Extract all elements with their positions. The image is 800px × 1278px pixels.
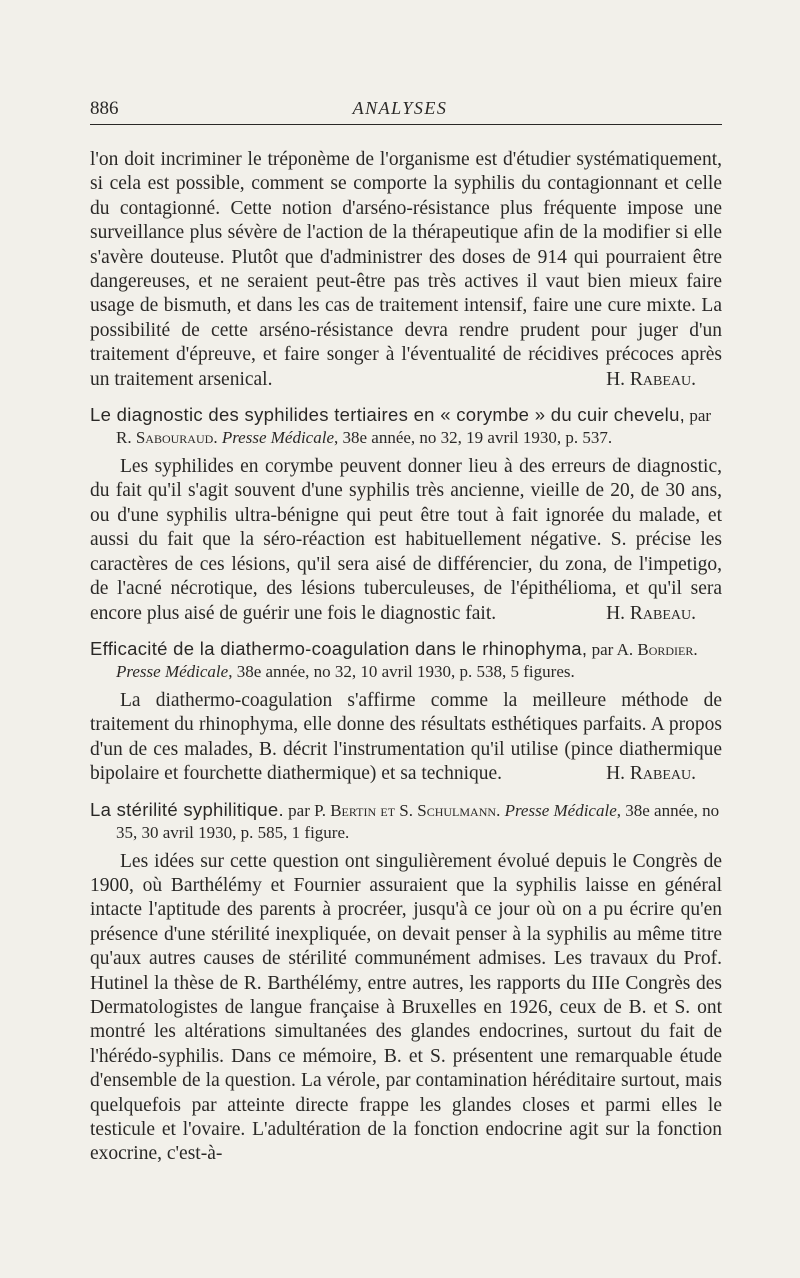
article-heading [90,638,722,683]
ref-author: Bertin et S. Schulmann [330,800,497,820]
ref-author: Bordier [637,639,694,659]
ref-mid: . [693,639,698,659]
page-number: 886 [90,98,119,119]
article-title: Efficacité de la diathermo-coagulation dans le rhinophyma, [90,637,588,659]
article-body [90,455,722,626]
running-title: ANALYSES [352,98,448,118]
ref-rest: , 38e année, no 32, 10 avril 1930, p. 538, 5 figures. [228,661,575,681]
article-title: Le diagnostic des syphilides tertiaires en « corymbe » du cuir chevelu, [90,404,686,426]
ref-rest: , 38e année, no 35, 30 avril 1930, p. 585, 1 figure. [116,800,720,842]
article-text: Les syphilides en corymbe peuvent donner lieu à des erreurs de diagnostic, du fait qu'il s'agit souvent d'une syphilis très ancienne, vieille de 20, de 30 ans, ou d'une syphilis ultra-bénigne qui peut être tout à fait ignorée du malade, et aussi du fait que la séro-réaction est habituellement négative. S. précise les caractères de ces lésions, qu'il sera aisé de différencier, du zona, de l'impetigo, de l'acné nécrotique, des lésions tuberculeuses, de l'épithélioma, et qu'il sera encore plus aisé de guérir une fois le diagnostic fait. [90,456,722,624]
article-signature: H. Rabeau. [606,763,696,785]
ref-mid: . [213,428,222,448]
ref-rest: , 38e année, no 32, 19 avril 1930, p. 537. [334,428,613,448]
intro-text: l'on doit incriminer le tréponème de l'organisme est d'étudier systématiquement, si cela est possible, comment se comporte la syphilis du contagionnant et celle du contagionné. Cette notion d'arséno-résistance plus fréquente impose une surveillance plus sévère de l'action de la thérapeutique afin de la modifier si elle s'avère douteuse. Plutôt que d'administrer des doses de 914 qui pourraient être dangereuses, et ne seraient peut-être pas très actives il vaut bien mieux faire usage de bismuth, et dans les cas de traitement intensif, faire une cure mixte. La possibilité de cette arséno-résistance devra rendre prudent pour juger d'un traitement d'épreuve, et faire songer à l'éventualité de récidives précoces après un traitement arsenical. [90,149,722,390]
article-signature: H. Rabeau. [606,602,696,624]
intro-paragraph [90,148,722,392]
ref-mid: . [496,800,505,820]
article-text: La diathermo-coagulation s'affirme comme la meilleure méthode de traitement du rhinophyma, elle donne des résultats esthétiques parfaits. A propos d'un de ces malades, B. décrit l'instrumentation qu'il utilise (pince diathermique bipolaire et fourchette diathermique) et sa technique. [90,689,722,785]
article-heading [90,404,722,449]
article-0 [90,404,722,626]
ref-journal: Presse Médicale [116,661,229,681]
intro-signature: H. Rabeau. [606,368,696,390]
ref-prefix: par P. [283,800,331,820]
article-title: La stérilité syphilitique. [90,798,284,820]
ref-journal: Presse Médicale [504,800,617,820]
article-body [90,689,722,787]
ref-journal: Presse Médicale [221,428,334,448]
article-text: Les idées sur cette question ont singulièrement évolué depuis le Congrès de 1900, où Barthélémy et Fournier assuraient que la syphilis laisse en général intacte l'aptitude des parents à procréer, jusqu'à ce jour où on a pu écrire qu'en présence d'une stérilité inexpliquée, on devait penser à la syphilis au même titre qu'aux autres causes de stérilité communément admises. Les travaux du Prof. Hutinel la thèse de R. Barthélémy, entre autres, les rapports du IIIe Congrès des Dermatologistes de langue française à Bruxelles en 1926, ceux de B. et S. ont montré les altérations simultanées des glandes endocrines, surtout du fait de l'hérédo-syphilis. Dans ce mémoire, B. et S. présentent une remarquable étude d'ensemble de la question. La vérole, par contamination héréditaire surtout, mais quelquefois par atteinte directe frappe les glandes closes et parmi elles le testicule et l'ovaire. L'adultération de la fonction endocrine agit sur la fonction exocrine, c'est-à- [90,850,722,1165]
ref-author: Sabouraud [135,428,214,448]
header-rule [90,124,722,125]
article-body [90,850,722,1167]
ref-prefix: par R. [116,406,712,448]
page-content [90,148,722,1167]
ref-prefix: par A. [587,639,638,659]
article-heading [90,799,722,844]
article-1 [90,638,722,787]
article-2 [90,799,722,1167]
